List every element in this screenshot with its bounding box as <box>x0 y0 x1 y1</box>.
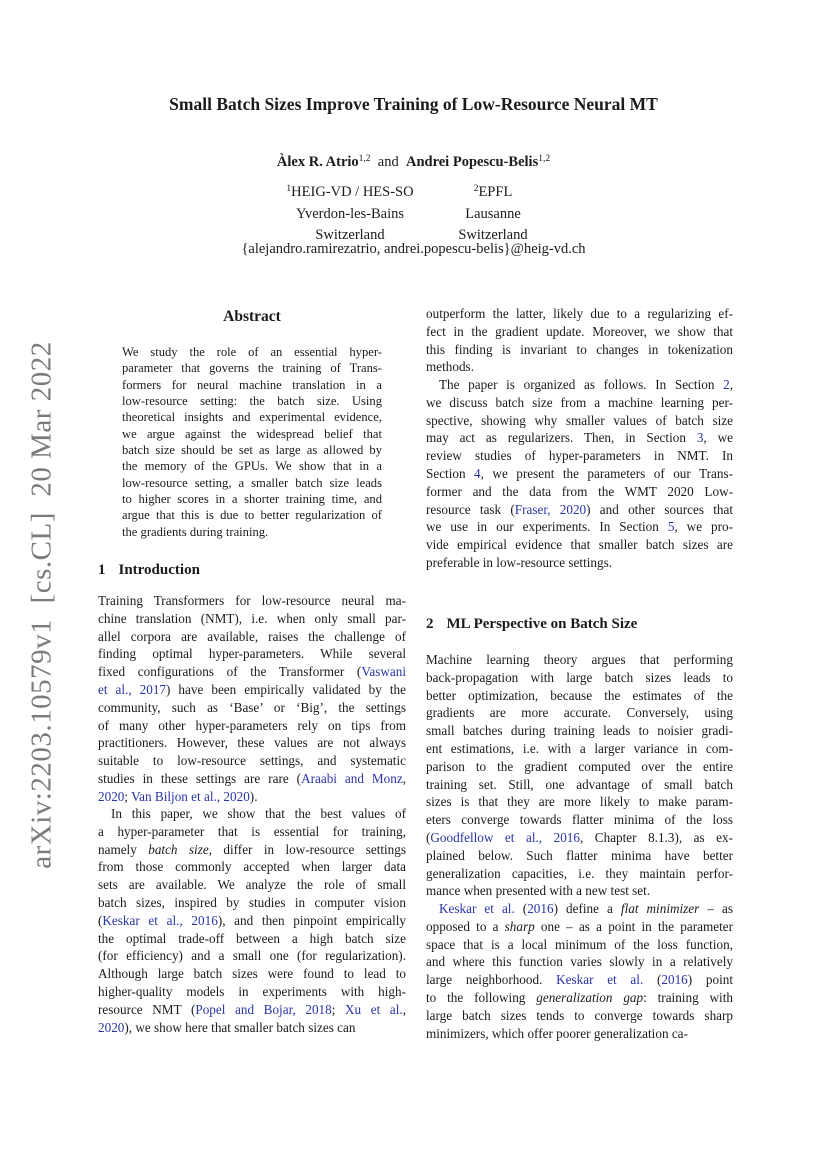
abstract-heading: Abstract <box>223 308 281 325</box>
section-heading-introduction <box>98 560 406 580</box>
text-span: vide empirical evidence that smaller batch sizes are <box>426 537 733 553</box>
text-span: outperform the latter, likely due to a regularizing ef- <box>426 306 733 321</box>
text-span: formers for neural machine translation in a <box>122 377 382 392</box>
text-span: generalization capacities, i.e. they maintain perfor- <box>426 865 733 881</box>
text-span: , <box>729 377 733 392</box>
section-number: 2 <box>426 616 434 632</box>
text-line <box>426 740 733 758</box>
text-span: space that is a local minimum of the loss function, <box>426 936 733 952</box>
text-span: (for efficiency) and a small one (for regularization). <box>98 948 406 964</box>
text-line <box>98 876 406 894</box>
text-span: fect in the gradient update. Moreover, we show that <box>426 323 733 339</box>
text-span: from those commonly accepted when larger data <box>98 859 406 875</box>
text-line <box>426 865 733 883</box>
email-line: {alejandro.ramirezatrio, andrei.popescu-belis}@heig-vd.ch <box>241 241 586 257</box>
text-span: ), we show here that smaller batch sizes can <box>124 1019 356 1035</box>
text-line <box>426 358 733 376</box>
text-line <box>122 491 382 507</box>
text-line <box>426 829 733 847</box>
text-line <box>426 971 733 989</box>
text-line <box>122 393 382 409</box>
text-line <box>98 788 406 806</box>
paragraph <box>426 305 733 376</box>
text-line <box>426 465 733 483</box>
text-line <box>426 305 733 323</box>
text-line <box>426 687 733 705</box>
text-span: the gradients during training. <box>122 524 269 539</box>
text-line <box>98 752 406 770</box>
citation-link[interactable]: Fraser, 2020 <box>514 501 587 517</box>
abstract-body <box>122 344 382 540</box>
text-line <box>98 841 406 859</box>
paragraph <box>98 592 406 806</box>
citation-link[interactable]: 3 <box>696 430 704 446</box>
text-line <box>426 669 733 687</box>
text-span: Andrei Popescu-Belis <box>405 154 539 170</box>
section-number: 1 <box>98 562 106 578</box>
text-line <box>426 811 733 829</box>
text-span: may act as regularizers. Then, in Section <box>426 430 697 446</box>
text-line <box>122 458 382 474</box>
text-span: ) have been empirically validated by the <box>166 681 406 697</box>
text-span: we use in our experiments. In Section <box>426 519 668 535</box>
text-span: Switzerland <box>315 227 385 243</box>
text-line <box>122 442 382 458</box>
text-span: gradients are more accurate. Conversely, using <box>426 705 733 721</box>
paragraph <box>426 651 733 900</box>
text-span: plained below. Such flatter minima have better <box>426 847 733 863</box>
text-line <box>413 179 573 204</box>
text-span: finding optimal hyper-parameters. While several <box>98 646 406 662</box>
citation-link[interactable]: et al., 2017 <box>98 681 167 697</box>
citation-link[interactable]: 2016 <box>661 972 688 988</box>
text-span: batch size <box>148 841 209 857</box>
citation-link[interactable]: 2016 <box>527 901 554 916</box>
text-span: training set. Still, one advantage of small batch <box>426 776 733 792</box>
text-span: , Chapter 8.1.3), as ex- <box>579 829 734 845</box>
text-span: namely <box>98 841 149 857</box>
text-line <box>426 882 733 900</box>
text-line <box>122 524 382 540</box>
text-line <box>98 699 406 717</box>
text-span: the optimal trade-off between a high batch size <box>98 930 406 946</box>
text-line <box>98 1001 406 1019</box>
text-line <box>426 518 733 536</box>
text-span: theoretical insights and experimental evidence, <box>122 410 382 425</box>
text-span: ( <box>98 912 103 928</box>
text-span: minimizers, which offer poorer generalization ca- <box>426 1025 688 1041</box>
text-line <box>98 858 406 876</box>
text-span: ; <box>124 788 132 804</box>
text-span: : training with <box>643 989 733 1005</box>
text-span: ) and other sources that <box>586 501 734 517</box>
text-line <box>98 663 406 681</box>
text-span: EPFL <box>478 184 513 200</box>
text-line <box>98 947 406 965</box>
text-line <box>426 554 733 572</box>
text-span: one – as a point in the parameter <box>534 918 733 934</box>
text-line <box>122 409 382 425</box>
text-span: parameter that governs the training of Trans- <box>122 361 382 376</box>
text-line <box>98 983 406 1001</box>
citation-link[interactable]: Keskar et al. <box>439 901 515 916</box>
text-span: resource NMT ( <box>98 1001 196 1017</box>
superscript: 1 <box>286 184 292 194</box>
text-span: Àlex R. Atrio <box>276 154 359 170</box>
text-span: ent estimations, i.e. with a larger variance in com- <box>426 740 733 756</box>
citation-link[interactable]: Xu et al. <box>345 1001 403 1017</box>
text-span: of many other hyper-parameters rely on tips from <box>98 717 406 733</box>
text-line <box>426 704 733 722</box>
section-title: Introduction <box>118 562 200 578</box>
arxiv-watermark: arXiv:2203.10579v1 [cs.CL] 20 Mar 2022 <box>25 341 58 869</box>
text-span: back-propagation with large batch sizes leads to <box>426 669 733 685</box>
affiliation-2 <box>413 179 573 247</box>
text-span: , we <box>703 430 733 446</box>
text-line <box>426 900 733 918</box>
text-line <box>426 394 733 412</box>
text-span: Although large batch sizes were found to lead to <box>98 966 406 982</box>
text-line <box>426 323 733 341</box>
text-line <box>122 360 382 376</box>
text-span: we argue against the widespread belief that <box>122 426 382 441</box>
text-span: low-resource setting, a smaller batch size leads <box>122 475 382 490</box>
text-span: higher-quality models in experiments with high- <box>98 983 406 999</box>
paper-title: Small Batch Sizes Improve Training of Low-Resource Neural MT <box>169 94 658 114</box>
citation-link[interactable]: 4 <box>474 465 481 481</box>
text-span: sharp <box>504 918 535 934</box>
text-line <box>426 1007 733 1025</box>
text-line <box>426 793 733 811</box>
text-span: , we pro- <box>674 519 733 535</box>
text-line <box>98 734 406 752</box>
text-span: parison to the gradient computed over the entire <box>426 758 733 774</box>
text-span: , differ in low-resource settings <box>208 841 406 857</box>
citation-link[interactable]: Vaswani <box>361 664 406 680</box>
text-span: large neighborhood. <box>426 972 557 988</box>
text-line <box>426 412 733 430</box>
text-span: opposed to a <box>426 918 505 934</box>
text-span: HEIG-VD / HES-SO <box>291 184 414 200</box>
text-line <box>426 847 733 865</box>
text-span: large batch sizes tends to converge towards sharp <box>426 1007 733 1023</box>
text-line <box>426 536 733 554</box>
text-span: flat minimizer <box>620 901 700 916</box>
text-line <box>426 722 733 740</box>
citation-link[interactable]: Van Biljon et al., 2020 <box>131 788 250 804</box>
citation-link[interactable]: Popel and Bojar, 2018 <box>195 1001 332 1017</box>
text-line <box>426 776 733 794</box>
text-span: spective, showing why smaller values of batch size <box>426 412 733 428</box>
text-span: former and the data from the WMT 2020 Low- <box>426 483 733 499</box>
text-span: mance when presented with a new test set. <box>426 883 651 899</box>
text-line <box>426 341 733 359</box>
text-span: ). <box>249 788 258 804</box>
text-line <box>98 965 406 983</box>
text-span: chine translation (NMT), i.e. when only small par- <box>98 610 406 626</box>
citation-link[interactable]: Keskar et al. <box>556 972 644 988</box>
text-span: ) point <box>687 972 733 988</box>
text-line <box>98 894 406 912</box>
superscript: 2 <box>473 184 479 194</box>
text-span: to higher scores in a shorter training time, and <box>122 492 382 507</box>
text-line <box>98 930 406 948</box>
text-span: ( <box>514 901 528 916</box>
text-span: sets are available. We analyze the role of small <box>98 877 406 893</box>
text-line <box>98 823 406 841</box>
superscript: 1,2 <box>538 154 551 164</box>
superscript: 1,2 <box>358 154 371 164</box>
text-line <box>122 475 382 491</box>
text-line <box>98 628 406 646</box>
text-line <box>426 989 733 1007</box>
text-line <box>98 770 406 788</box>
text-line <box>426 758 733 776</box>
text-line <box>426 447 733 465</box>
text-span: We study the role of an essential hyper- <box>122 345 382 359</box>
text-span: small batches during training leads to noisier gradi- <box>426 723 733 739</box>
text-line <box>122 377 382 393</box>
text-line <box>98 681 406 699</box>
text-line <box>98 912 406 930</box>
text-line <box>426 376 733 394</box>
text-line <box>98 805 406 823</box>
text-span: ) define a <box>553 901 621 916</box>
citation-link[interactable]: Goodfellow et al., 2016 <box>430 829 580 845</box>
text-span: community, such as ‘Base’ or ‘Big’, the settings <box>98 699 406 715</box>
text-span: batch size should be set as large as allowed by <box>122 443 382 458</box>
text-span: Machine learning theory argues that performing <box>426 652 733 667</box>
text-span: Lausanne <box>465 205 521 222</box>
text-span: Section <box>426 465 475 481</box>
text-span: low-resource setting: the batch size. Using <box>122 394 382 409</box>
text-line <box>426 429 733 447</box>
text-span: ( <box>426 829 431 845</box>
text-span: methods. <box>426 359 474 375</box>
text-line <box>122 344 382 360</box>
text-span: batch sizes, inspired by studies in computer vision <box>98 894 406 910</box>
text-line <box>426 483 733 501</box>
text-span: studies in these settings are rare ( <box>98 770 302 786</box>
paragraph <box>426 900 733 1042</box>
text-line <box>426 936 733 954</box>
text-span: to the following <box>426 989 537 1005</box>
text-span: we discuss batch size from a machine learning per- <box>426 394 733 410</box>
text-span: eters converge towards flatter minima of the loss <box>426 812 733 828</box>
text-span: this finding is invariant to changes in tokenization <box>426 341 733 357</box>
text-span: ; <box>331 1001 346 1017</box>
citation-link[interactable]: Keskar et al., 2016 <box>102 912 218 928</box>
text-line <box>98 717 406 735</box>
paragraph <box>426 376 733 572</box>
author-line <box>0 150 827 171</box>
text-span: – as <box>699 901 733 916</box>
text-span: better optimization, because the estimates of the <box>426 687 733 703</box>
text-span: Training Transformers for low-resource neural ma- <box>98 593 406 608</box>
paragraph <box>98 805 406 1036</box>
text-line <box>426 651 733 669</box>
text-span: argue that this is due to better regularization of <box>122 508 382 523</box>
text-span: , <box>402 1001 406 1017</box>
text-span: suitable to low-resource settings, and systematic <box>98 753 406 769</box>
text-line <box>122 507 382 523</box>
text-span: and where this function varies slowly in a relatively <box>426 954 733 970</box>
text-span: The paper is organized as follows. In Section <box>439 377 724 392</box>
citation-link[interactable]: 2020 <box>98 788 125 804</box>
text-span: allel corpora are available, raises the challenge of <box>98 628 406 644</box>
text-line <box>98 645 406 663</box>
citation-link[interactable]: 5 <box>667 519 675 535</box>
text-span: sizes is that they are more likely to make param- <box>426 794 733 810</box>
text-span: a hyper-parameter that is essential for training, <box>98 823 406 839</box>
text-span: preferable in low-resource settings. <box>426 554 613 570</box>
text-span: and <box>370 154 406 170</box>
text-line <box>426 953 733 971</box>
text-span: In this paper, we show that the best values of <box>111 806 406 821</box>
citation-link[interactable]: 2 <box>723 377 730 392</box>
text-span: practitioners. However, these values are not always <box>98 735 406 751</box>
text-span: review studies of hyper-parameters in NMT. In <box>426 448 733 464</box>
text-span: generalization gap <box>536 989 644 1005</box>
text-line <box>98 1019 406 1037</box>
citation-link[interactable]: 2020 <box>98 1019 125 1035</box>
text-span: resource task ( <box>426 501 515 517</box>
text-span: , <box>402 770 406 786</box>
text-line <box>122 426 382 442</box>
text-line <box>98 592 406 610</box>
text-span: Yverdon-les-Bains <box>295 205 405 222</box>
text-line <box>413 204 573 226</box>
text-span: fixed configurations of the Transformer ( <box>98 664 362 680</box>
text-line <box>426 1025 733 1043</box>
text-span: , we present the parameters of our Trans- <box>480 465 733 481</box>
text-line <box>98 610 406 628</box>
text-line <box>426 501 733 519</box>
section-title: ML Perspective on Batch Size <box>446 616 638 632</box>
section-heading-ml-perspective <box>426 614 733 634</box>
text-span: ), and then pinpoint empirically <box>217 912 406 928</box>
citation-link[interactable]: Araabi and Monz <box>301 770 403 786</box>
text-span: ( <box>643 972 662 988</box>
text-span: Switzerland <box>458 227 528 243</box>
text-span: the memory of the GPUs. We show that in a <box>122 459 382 474</box>
text-line <box>426 918 733 936</box>
